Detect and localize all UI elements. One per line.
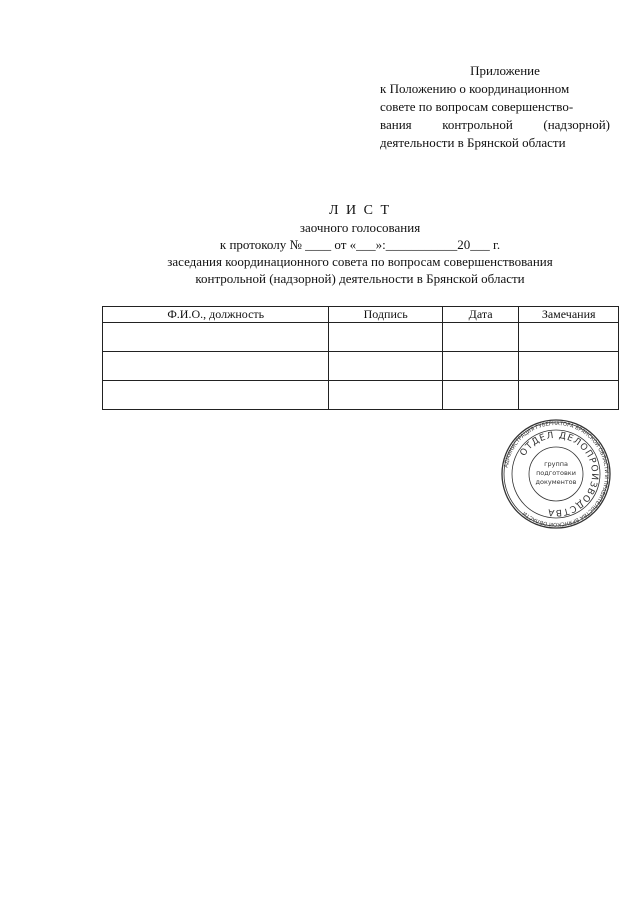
svg-text:документов: документов: [535, 478, 577, 486]
svg-text:группа: группа: [544, 460, 568, 468]
protocol-line: к протоколу № ____ от «___»:___________20___ г.: [219, 237, 501, 252]
sheet-subtitle: заочного голосования: [299, 220, 421, 235]
appendix-block: [380, 62, 610, 152]
sheet-heading: [100, 202, 620, 287]
cell-fio: [103, 352, 329, 381]
appendix-line-2: совете по вопросам совершенство-: [380, 99, 574, 114]
cell-notes: [519, 381, 619, 410]
cell-notes: [519, 352, 619, 381]
cell-date: [442, 352, 519, 381]
appendix-line-4: деятельности в Брянской области: [380, 135, 566, 150]
header-date: Дата: [442, 307, 519, 323]
header-fio: Ф.И.О., должность: [103, 307, 329, 323]
appendix-line-3: вания контрольной (надзорной): [380, 117, 610, 132]
stamp-seal-icon: [500, 418, 612, 530]
cell-signature: [329, 352, 442, 381]
cell-fio: [103, 381, 329, 410]
sheet-title: Л И С Т: [329, 203, 391, 218]
voting-table: [102, 306, 619, 410]
svg-text:ОТДЕЛ ДЕЛОПРОИЗВОДСТВА: ОТДЕЛ ДЕЛОПРОИЗВОДСТВА: [518, 430, 600, 518]
header-notes: Замечания: [519, 307, 619, 323]
meeting-line-1: заседания координационного совета по вопросам совершенствования: [167, 254, 553, 269]
table-row: [103, 323, 619, 352]
svg-text:подготовки: подготовки: [536, 469, 576, 477]
cell-signature: [329, 323, 442, 352]
office-stamp: [500, 418, 612, 530]
cell-signature: [329, 381, 442, 410]
appendix-line-1: к Положению о координационном: [380, 81, 570, 96]
cell-notes: [519, 323, 619, 352]
header-signature: Подпись: [329, 307, 442, 323]
appendix-title: Приложение: [470, 63, 540, 78]
svg-text:АДМИНИСТРАЦИЯ ГУБЕРНАТОРА БРЯН: АДМИНИСТРАЦИЯ ГУБЕРНАТОРА БРЯНСКОЙ ОБЛАСТИ И ПРАВИТЕЛЬСТВА БРЯНСКОЙ ОБЛАСТИ: [503, 420, 610, 528]
cell-date: [442, 323, 519, 352]
table-row: [103, 352, 619, 381]
table-row: [103, 381, 619, 410]
table-header-row: [103, 307, 619, 323]
meeting-line-2: контрольной (надзорной) деятельности в Брянской области: [195, 271, 525, 286]
cell-fio: [103, 323, 329, 352]
cell-date: [442, 381, 519, 410]
